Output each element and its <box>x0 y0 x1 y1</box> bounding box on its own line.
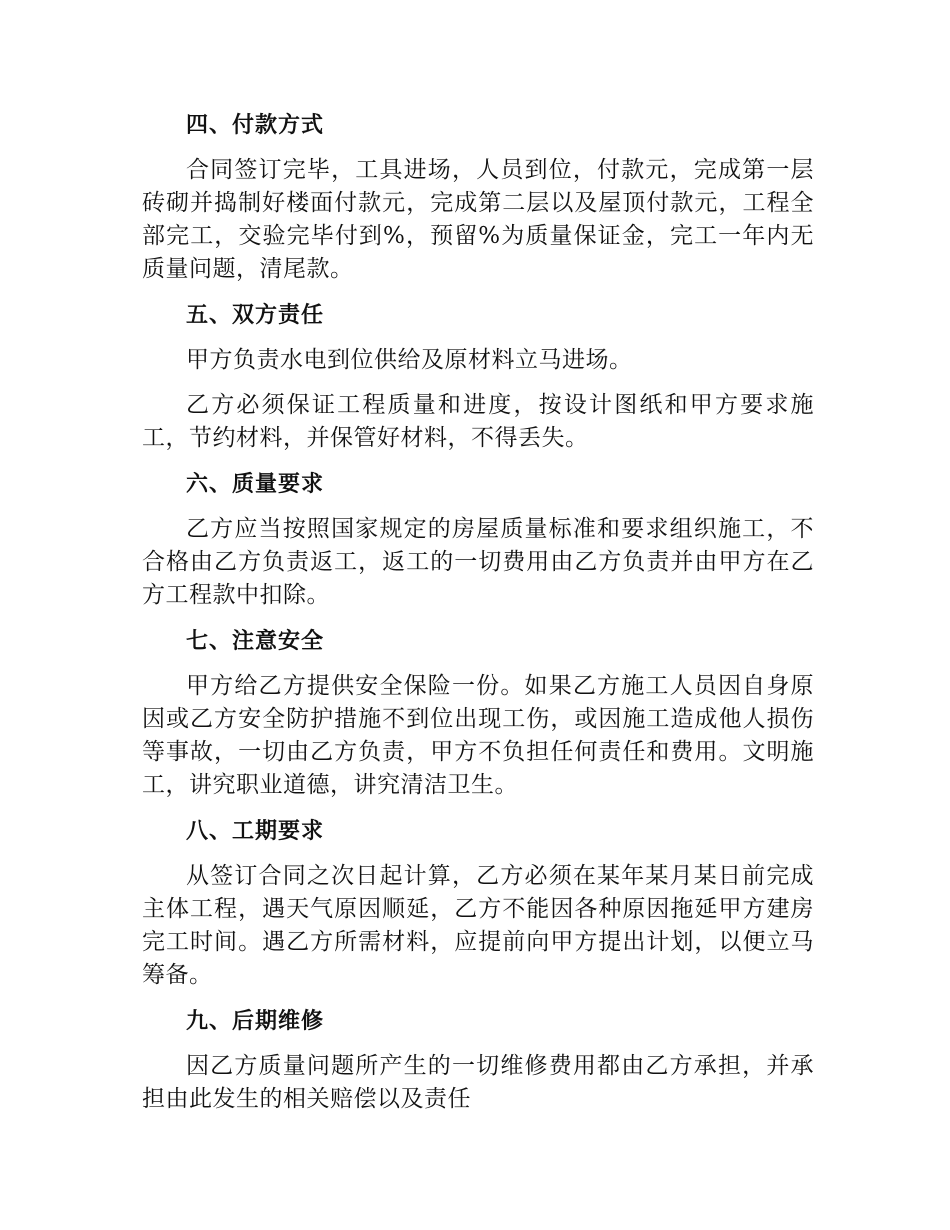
section-heading: 七、注意安全 <box>186 629 325 654</box>
section-heading: 八、工期要求 <box>186 819 325 844</box>
section-paragraph: 从签订合同之次日起计算，乙方必须在某年某月某日前完成主体工程，遇天气原因顺延，乙方不能因各种原因拖延甲方建房完工时间。遇乙方所需材料，应提前向甲方提出计划，以便立马筹备。 <box>142 863 814 988</box>
document-page <box>142 108 814 1128</box>
section-heading: 四、付款方式 <box>186 113 325 138</box>
section-paragraph: 甲方负责水电到位供给及原材料立马进场。 <box>186 347 633 373</box>
section-heading: 五、双方责任 <box>186 303 325 328</box>
section-maintenance <box>142 1004 814 1116</box>
section-heading: 六、质量要求 <box>186 472 325 497</box>
section-paragraph: 甲方给乙方提供安全保险一份。如果乙方施工人员因自身原因或乙方安全防护措施不到位出现工伤，或因施工造成他人损伤等事故，一切由乙方负责，甲方不负担任何责任和费用。文明施工，讲究职业道德，讲究清洁卫生。 <box>142 673 814 798</box>
section-paragraph: 乙方必须保证工程质量和进度，按设计图纸和甲方要求施工，节约材料，并保管好材料，不得丢失。 <box>142 392 814 451</box>
section-schedule-requirements <box>142 814 814 992</box>
section-mutual-responsibilities <box>142 298 814 455</box>
section-heading: 九、后期维修 <box>186 1009 325 1034</box>
section-payment-method <box>142 108 814 286</box>
section-quality-requirements <box>142 467 814 612</box>
section-paragraph: 合同签订完毕，工具进场，人员到位，付款元，完成第一层砖砌并捣制好楼面付款元，完成第二层以及屋顶付款元，工程全部完工，交验完毕付到%，预留%为质量保证金，完工一年内无质量问题，清尾款。 <box>142 157 814 282</box>
section-paragraph: 乙方应当按照国家规定的房屋质量标准和要求组织施工，不合格由乙方负责返工，返工的一切费用由乙方负责并由甲方在乙方工程款中扣除。 <box>142 516 814 608</box>
section-safety <box>142 624 814 802</box>
section-paragraph: 因乙方质量问题所产生的一切维修费用都由乙方承担，并承担由此发生的相关赔偿以及责任 <box>142 1053 814 1112</box>
